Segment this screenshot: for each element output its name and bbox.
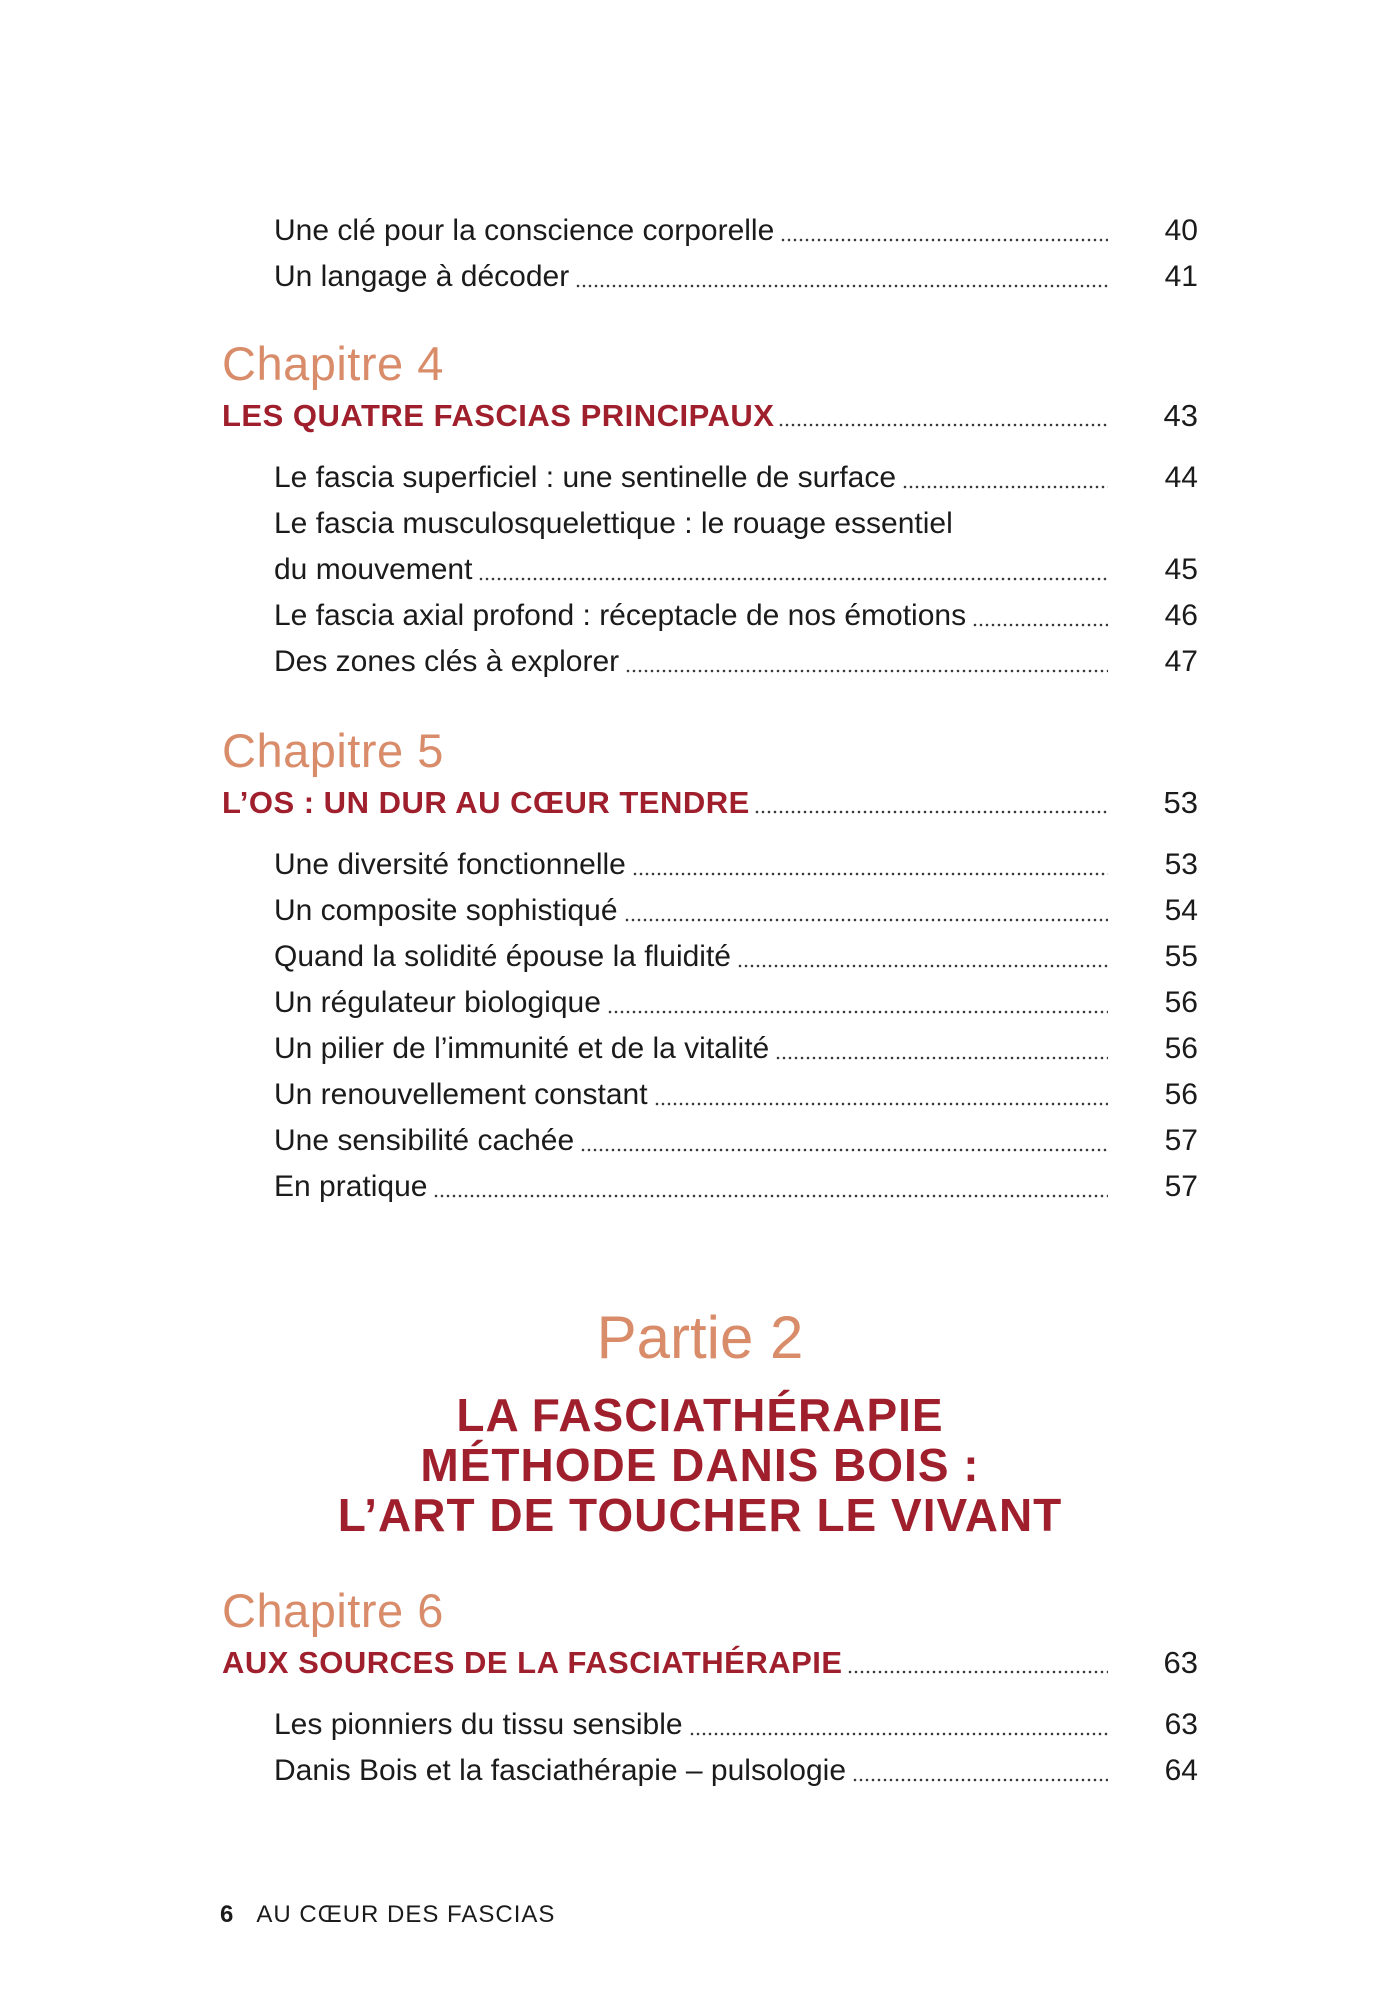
toc-entry-label-line2: du mouvement: [274, 553, 473, 586]
toc-entry-page: 54: [1164, 894, 1198, 927]
dot-leader: [780, 228, 1108, 242]
toc-entry-label: Un régulateur biologique: [274, 986, 601, 1019]
toc-entry-page: 57: [1164, 1170, 1198, 1203]
toc-entry-label: Un renouvellement constant: [274, 1078, 648, 1111]
toc-entry-label: Danis Bois et la fasciathérapie – pulsologie: [274, 1754, 847, 1787]
dot-leader: [433, 1184, 1108, 1198]
dot-leader: [775, 1046, 1108, 1060]
toc-entry-page: 57: [1164, 1124, 1198, 1157]
chapter-heading-page: 53: [1163, 785, 1198, 820]
toc-entry[interactable]: [274, 934, 1198, 980]
toc-entry-page: 44: [1164, 461, 1198, 494]
toc-entry-label: Une diversité fonctionnelle: [274, 848, 626, 881]
chapter-4-heading[interactable]: [222, 393, 1198, 439]
toc-entry-label: Les pionniers du tissu sensible: [274, 1708, 683, 1741]
toc-entry-page: 56: [1164, 986, 1198, 1019]
toc-entry-page: 64: [1164, 1754, 1198, 1787]
part-2-subtitle[interactable]: [0, 1390, 1400, 1540]
chapter-4-label: Chapitre 4: [222, 337, 444, 390]
part-2-subtitle-line: MÉTHODE DANIS BOIS :: [420, 1439, 980, 1491]
toc-entry-page: 47: [1164, 645, 1198, 678]
chapter-6-heading[interactable]: [222, 1640, 1198, 1686]
toc-entry-page: 45: [1164, 553, 1198, 586]
toc-entry[interactable]: [274, 1118, 1198, 1164]
toc-entry-label: Une clé pour la conscience corporelle: [274, 214, 775, 247]
dot-leader: [689, 1722, 1108, 1736]
chapter-6-label: Chapitre 6: [222, 1584, 444, 1637]
toc-entry-page: 55: [1164, 940, 1198, 973]
toc-entry-label: En pratique: [274, 1170, 428, 1203]
toc-entry-label-line1: Le fascia musculosquelettique : le rouage essentiel: [274, 507, 953, 540]
toc-entry-label: Quand la solidité épouse la fluidité: [274, 940, 731, 973]
dot-leader: [847, 1660, 1108, 1674]
dot-leader: [632, 862, 1108, 876]
dot-leader: [972, 613, 1108, 627]
toc-entry[interactable]: [274, 593, 1198, 639]
toc-entry[interactable]: [274, 980, 1198, 1026]
dot-leader: [902, 475, 1108, 489]
toc-entry[interactable]: [274, 254, 1198, 300]
part-2-title: Partie 2: [596, 1304, 804, 1371]
toc-entry-label: Un pilier de l’immunité et de la vitalité: [274, 1032, 770, 1065]
toc-entry[interactable]: [274, 639, 1198, 685]
toc-entry-label: Un composite sophistiqué: [274, 894, 618, 927]
toc-entry-label: Le fascia superficiel : une sentinelle de surface: [274, 461, 897, 494]
chapter-heading-title: AUX SOURCES DE LA FASCIATHÉRAPIE: [222, 1645, 843, 1680]
chapter-heading-page: 63: [1163, 1645, 1198, 1680]
toc-entry[interactable]: [274, 1164, 1198, 1210]
page-number: 6: [220, 1901, 235, 1928]
toc-entry-label: Une sensibilité cachée: [274, 1124, 575, 1157]
toc-entry-page: 41: [1164, 260, 1198, 293]
toc-entry[interactable]: [274, 1748, 1198, 1794]
chapter-5-heading[interactable]: [222, 780, 1198, 826]
dot-leader: [624, 908, 1108, 922]
toc-entry-label: Un langage à décoder: [274, 260, 570, 293]
toc-entry-page: 46: [1164, 599, 1198, 632]
book-title: AU CŒUR DES FASCIAS: [256, 1901, 556, 1928]
toc-entry-label: Des zones clés à explorer: [274, 645, 620, 678]
toc-entry[interactable]: [274, 455, 1198, 501]
toc-entry[interactable]: [274, 888, 1198, 934]
toc-entry-label: Le fascia axial profond : réceptacle de nos émotions: [274, 599, 967, 632]
chapter-heading-title: L’OS : UN DUR AU CŒUR TENDRE: [222, 785, 750, 820]
dot-leader: [580, 1138, 1108, 1152]
dot-leader: [478, 567, 1108, 581]
dot-leader: [625, 659, 1108, 673]
part-2-subtitle-line: LA FASCIATHÉRAPIE: [456, 1389, 944, 1441]
dot-leader: [575, 274, 1108, 288]
toc-entry-page: 63: [1164, 1708, 1198, 1741]
dot-leader: [737, 954, 1108, 968]
toc-entry-page: 56: [1164, 1032, 1198, 1065]
toc-entry[interactable]: [274, 208, 1198, 254]
toc-entry[interactable]: [274, 501, 1198, 593]
chapter-5-label: Chapitre 5: [222, 724, 444, 777]
chapter-heading-page: 43: [1163, 398, 1198, 433]
toc-entry[interactable]: [274, 1702, 1198, 1748]
toc-entry[interactable]: [274, 1026, 1198, 1072]
part-2-subtitle-line: L’ART DE TOUCHER LE VIVANT: [337, 1489, 1063, 1541]
toc-entry-page: 56: [1164, 1078, 1198, 1111]
dot-leader: [778, 413, 1108, 427]
page-footer: [220, 1900, 555, 1930]
toc-entry-page: 40: [1164, 214, 1198, 247]
toc-entry[interactable]: [274, 1072, 1198, 1118]
toc-entry-page: 53: [1164, 848, 1198, 881]
toc-entry[interactable]: [274, 842, 1198, 888]
dot-leader: [654, 1092, 1108, 1106]
dot-leader: [607, 1000, 1108, 1014]
dot-leader: [754, 800, 1108, 814]
dot-leader: [852, 1768, 1108, 1782]
chapter-heading-title: LES QUATRE FASCIAS PRINCIPAUX: [222, 398, 775, 433]
